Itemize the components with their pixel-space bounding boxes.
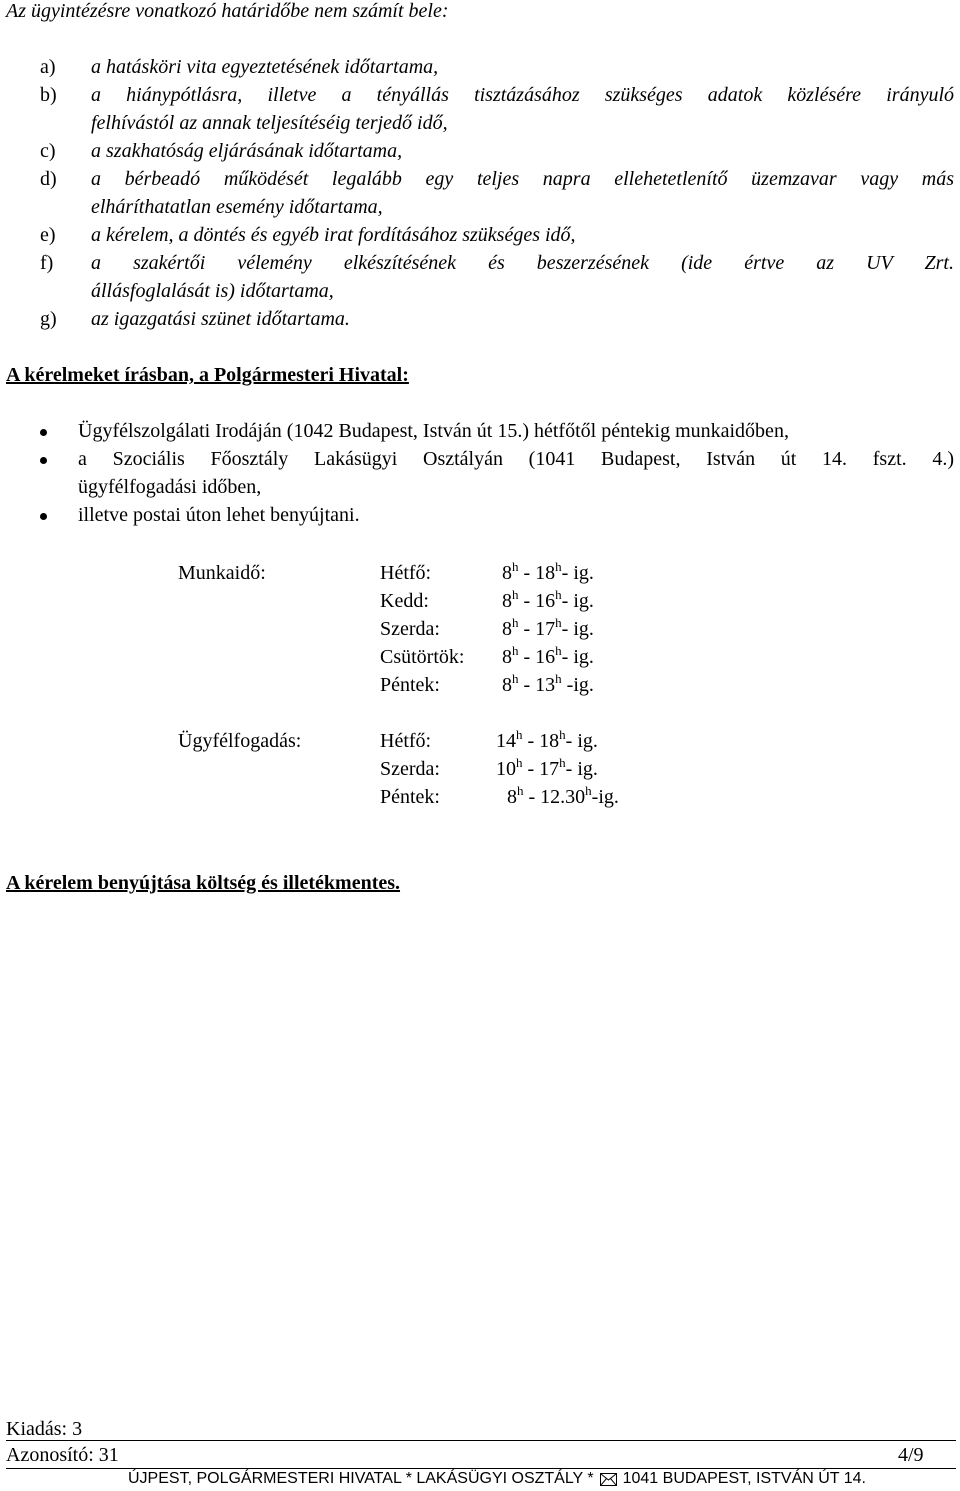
schedule-time: 8$^h$ - 17$^h$- ig.: [502, 615, 594, 640]
bullet-icon: [40, 513, 47, 520]
schedule-day: Kedd:: [380, 590, 429, 612]
list-item-d-line2: elháríthatatlan esemény időtartama,: [91, 196, 383, 218]
schedule-time: 14$^h$ - 18$^h$- ig.: [496, 727, 598, 752]
schedule-day: Hétfő:: [380, 730, 432, 752]
list-item-f-line1: a szakértői vélemény elkészítésének és beszerzésének (ide értve az UV Zrt.: [91, 252, 954, 274]
footer-office-text: ÚJPEST, POLGÁRMESTERI HIVATAL * LAKÁSÜGYI OSZTÁLY *: [128, 1470, 594, 1487]
schedule-day: Szerda:: [380, 758, 440, 780]
bullet-item-department-line1: a Szociális Főosztály Lakásügyi Osztályán (1041 Budapest, István út 14. fszt. 4.): [78, 448, 954, 470]
work-hours-label: Munkaidő:: [178, 562, 266, 584]
schedule-time: 8$^h$ - 16$^h$- ig.: [502, 587, 594, 612]
list-letter-b: b): [40, 84, 57, 106]
list-item-c: a szakhatóság eljárásának időtartama,: [91, 140, 403, 162]
schedule-day: Péntek:: [380, 786, 440, 808]
footer-divider: [6, 1440, 956, 1441]
list-item-e: a kérelem, a döntés és egyéb irat fordításához szükséges idő,: [91, 224, 576, 246]
footer-divider-bottom: [6, 1468, 956, 1469]
footer-page-number: 4/9: [898, 1444, 924, 1466]
list-item-g: az igazgatási szünet időtartama.: [91, 308, 350, 330]
list-item-d-line1: a bérbeadó működését legalább egy teljes napra ellehetetlenítő üzemzavar vagy más: [91, 168, 954, 190]
schedule-day: Csütörtök:: [380, 646, 465, 668]
footer-address-bar: [128, 1470, 866, 1488]
list-item-a: a hatásköri vita egyeztetésének időtartama,: [91, 56, 439, 78]
list-letter-f: f): [40, 252, 54, 274]
list-item-f-line2: állásfoglalását is) időtartama,: [91, 280, 334, 302]
bullet-icon: [40, 457, 47, 464]
list-letter-e: e): [40, 224, 56, 246]
bullet-item-office: Ügyfélszolgálati Irodáján (1042 Budapest, István út 15.) hétfőtől péntekig munkaidőben,: [78, 420, 789, 442]
schedule-day: Péntek:: [380, 674, 440, 696]
footer-identifier: Azonosító: 31: [6, 1444, 119, 1466]
intro-text: Az ügyintézésre vonatkozó határidőbe nem számít bele:: [6, 0, 449, 22]
schedule-day: Hétfő:: [380, 562, 432, 584]
section-heading-submission: A kérelmeket írásban, a Polgármesteri Hivatal:: [6, 364, 409, 386]
list-letter-a: a): [40, 56, 56, 78]
schedule-day: Szerda:: [380, 618, 440, 640]
reception-hours-label: Ügyfélfogadás:: [178, 730, 302, 752]
schedule-time: 10$^h$ - 17$^h$- ig.: [496, 755, 598, 780]
section-heading-fee: A kérelem benyújtása költség és illetékmentes.: [6, 872, 401, 894]
bullet-icon: [40, 429, 47, 436]
envelope-icon: [600, 1473, 617, 1486]
schedule-time: 8$^h$ - 16$^h$- ig.: [502, 643, 594, 668]
footer-address-text: 1041 BUDAPEST, ISTVÁN ÚT 14.: [622, 1470, 866, 1487]
list-item-b-line2: felhívástól az annak teljesítéséig terjedő idő,: [91, 112, 448, 134]
schedule-time: 8$^h$ - 18$^h$- ig.: [502, 559, 594, 584]
schedule-time: 8$^h$ - 13$^h$ -ig.: [502, 671, 594, 696]
bullet-item-post: illetve postai úton lehet benyújtani.: [78, 504, 360, 526]
bullet-item-department-line2: ügyfélfogadási időben,: [78, 476, 262, 498]
list-letter-g: g): [40, 308, 57, 330]
list-item-b-line1: a hiánypótlásra, illetve a tényállás tisztázásához szükséges adatok közlésére irányuló: [91, 84, 954, 106]
schedule-time: 8$^h$ - 12.30$^h$-ig.: [507, 783, 619, 808]
list-letter-c: c): [40, 140, 56, 162]
list-letter-d: d): [40, 168, 57, 190]
footer-edition: Kiadás: 3: [6, 1418, 83, 1440]
